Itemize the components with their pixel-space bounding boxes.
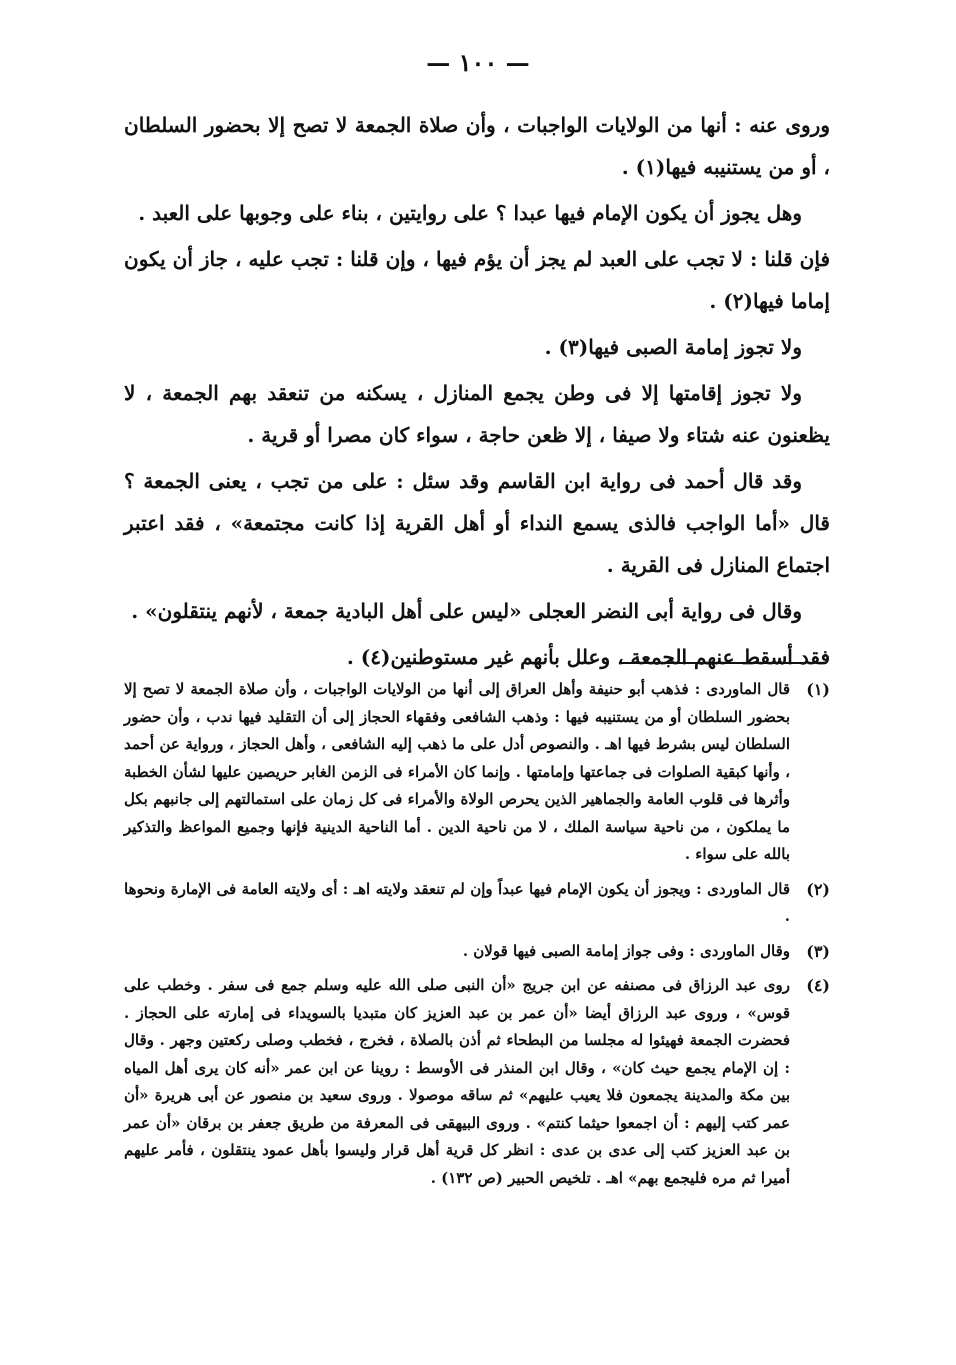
main-text [124,104,830,682]
footnote [124,972,830,1192]
paragraph: وقال فى رواية أبى النضر العجلى «ليس على أهل البادية جمعة ، لأنهم ينتقلون» . [131,599,802,623]
footnote-text: قال الماوردى : فذهب أبو حنيفة وأهل العراق إلى أنها من الولايات الواجبات ، وأن صلاة الجمعة لا تصح إلا بحضور السلطان أو من يستنيبه فيها : وذهب الشافعى وفقهاء الحجاز إلى أن التقليد فيها ندب ، وأن حضور السلطان ليس بشرط فيها اهـ . والنصوص أدل على ما ذهب إليه الشافعى ، وأهل الحجاز ، ورواية عن أحمد ، وأنها كبقية الصلوات فى جماعتها وإمامتها . وإنما كان الأمراء فى الزمن الغابر حريصين عليها لشأن الخطبة وأثرها فى قلوب العامة والجماهير الذين يحرص الولاة والأمراء فى كل زمان على استمالتهم إلى جانبهم بكل ما يملكون ، من ناحية سياسة الملك ، لا من ناحية الدين . أما الناحية الدينية فإنها وجميع المواعظ والتذكير بالله على سواء . [124,680,790,863]
footnote-number: (٤) [806,976,830,995]
footnote [124,676,830,869]
paragraph: فإن قلنا : لا تجب على العبد لم يجز أن يؤم فيها ، وإن قلنا : تجب عليه ، جاز أن يكون إماما فيها(٢) . [124,247,830,313]
footnote-divider [620,662,806,664]
paragraph: وهل يجوز أن يكون الإمام فيها عبدا ؟ على روايتين ، بناء على وجوبها على العبد . [138,201,802,225]
footnotes [124,676,830,1199]
paragraph: ولا تجوز إقامتها إلا فى وطن يجمع المنازل ، يسكنه من تنعقد بهم الجمعة ، لا يظعنون عنه شتاء ولا صيفا ، إلا ظعن حاجة ، سواء كان مصرا أو قرية . [124,381,830,447]
paragraph: وقد قال أحمد فى رواية ابن القاسم وقد سئل : على من تجب ، يعنى الجمعة ؟ قال «أما الواجب فالذى يسمع النداء أو أهل القرية إذا كانت مجتمعة» ، فقد اعتبر اجتماع المنازل فى القرية . [124,469,830,577]
paragraph: ولا تجوز إمامة الصبى فيها(٣) . [544,335,802,359]
page-number: — ١٠٠ — [426,48,530,77]
footnote-text: وقال الماوردى : وفى جواز إمامة الصبى فيها قولان . [462,941,790,960]
footnote [124,876,830,931]
footnote-number: (٣) [806,941,830,961]
footnote-number: (٢) [806,879,830,899]
footnote-text: روى عبد الرزاق فى مصنفه عن ابن جريج «أن النبى صلى الله عليه وسلم جمع فى سفر . وخطب على قوس» ، وروى عبد الرزاق أيضا «أن عمر بن عبد العزيز كان متبديا بالسويداء فى إمارته على الحجاز . فحضرت الجمعة فهيئوا له مجلسا من البطحاء ثم أذن بالصلاة ، فخرج ، فخطب وصلى ركعتين وجهر . وقال : إن الإمام يجمع حيث كان» ، وقال ابن المنذر فى الأوسط : روينا عن ابن عمر «أنه كان يرى أهل المياه بين مكة والمدينة يجمعون فلا يعيب عليهم» ثم ساقه موصولا . وروى سعيد بن منصور عن أبى هريرة «أن عمر كتب إليهم : أن اجمعوا حيثما كنتم» . وروى البيهقى فى المعرفة من طريق جعفر بن برقان «أن عمر بن عبد العزيز كتب إلى عدى بن عدى : انظر كل قرية أهل قرار وليسوا بأهل عمود ينتقلون ، فأمر عليهم أميرا ثم مره فليجمع بهم» اهـ . تلخيص الحبير (ص ١٣٢) . [124,976,790,1187]
footnote [124,938,830,966]
paragraph: وروى عنه : أنها من الولايات الواجبات ، وأن صلاة الجمعة لا تصح إلا بحضور السلطان ، أو من يستنيبه فيها(١) . [124,113,830,179]
paragraph: فقد أسقط عنهم الجمعة ، وعلل بأنهم غير مستوطنين(٤) . [346,645,830,669]
footnote-text: قال الماوردى : ويجوز أن يكون الإمام فيها عبداً وإن لم تنعقد ولايته اهـ : أى ولايته العامة فى الإمارة ونحوها . [124,879,790,925]
footnote-number: (١) [806,680,830,699]
